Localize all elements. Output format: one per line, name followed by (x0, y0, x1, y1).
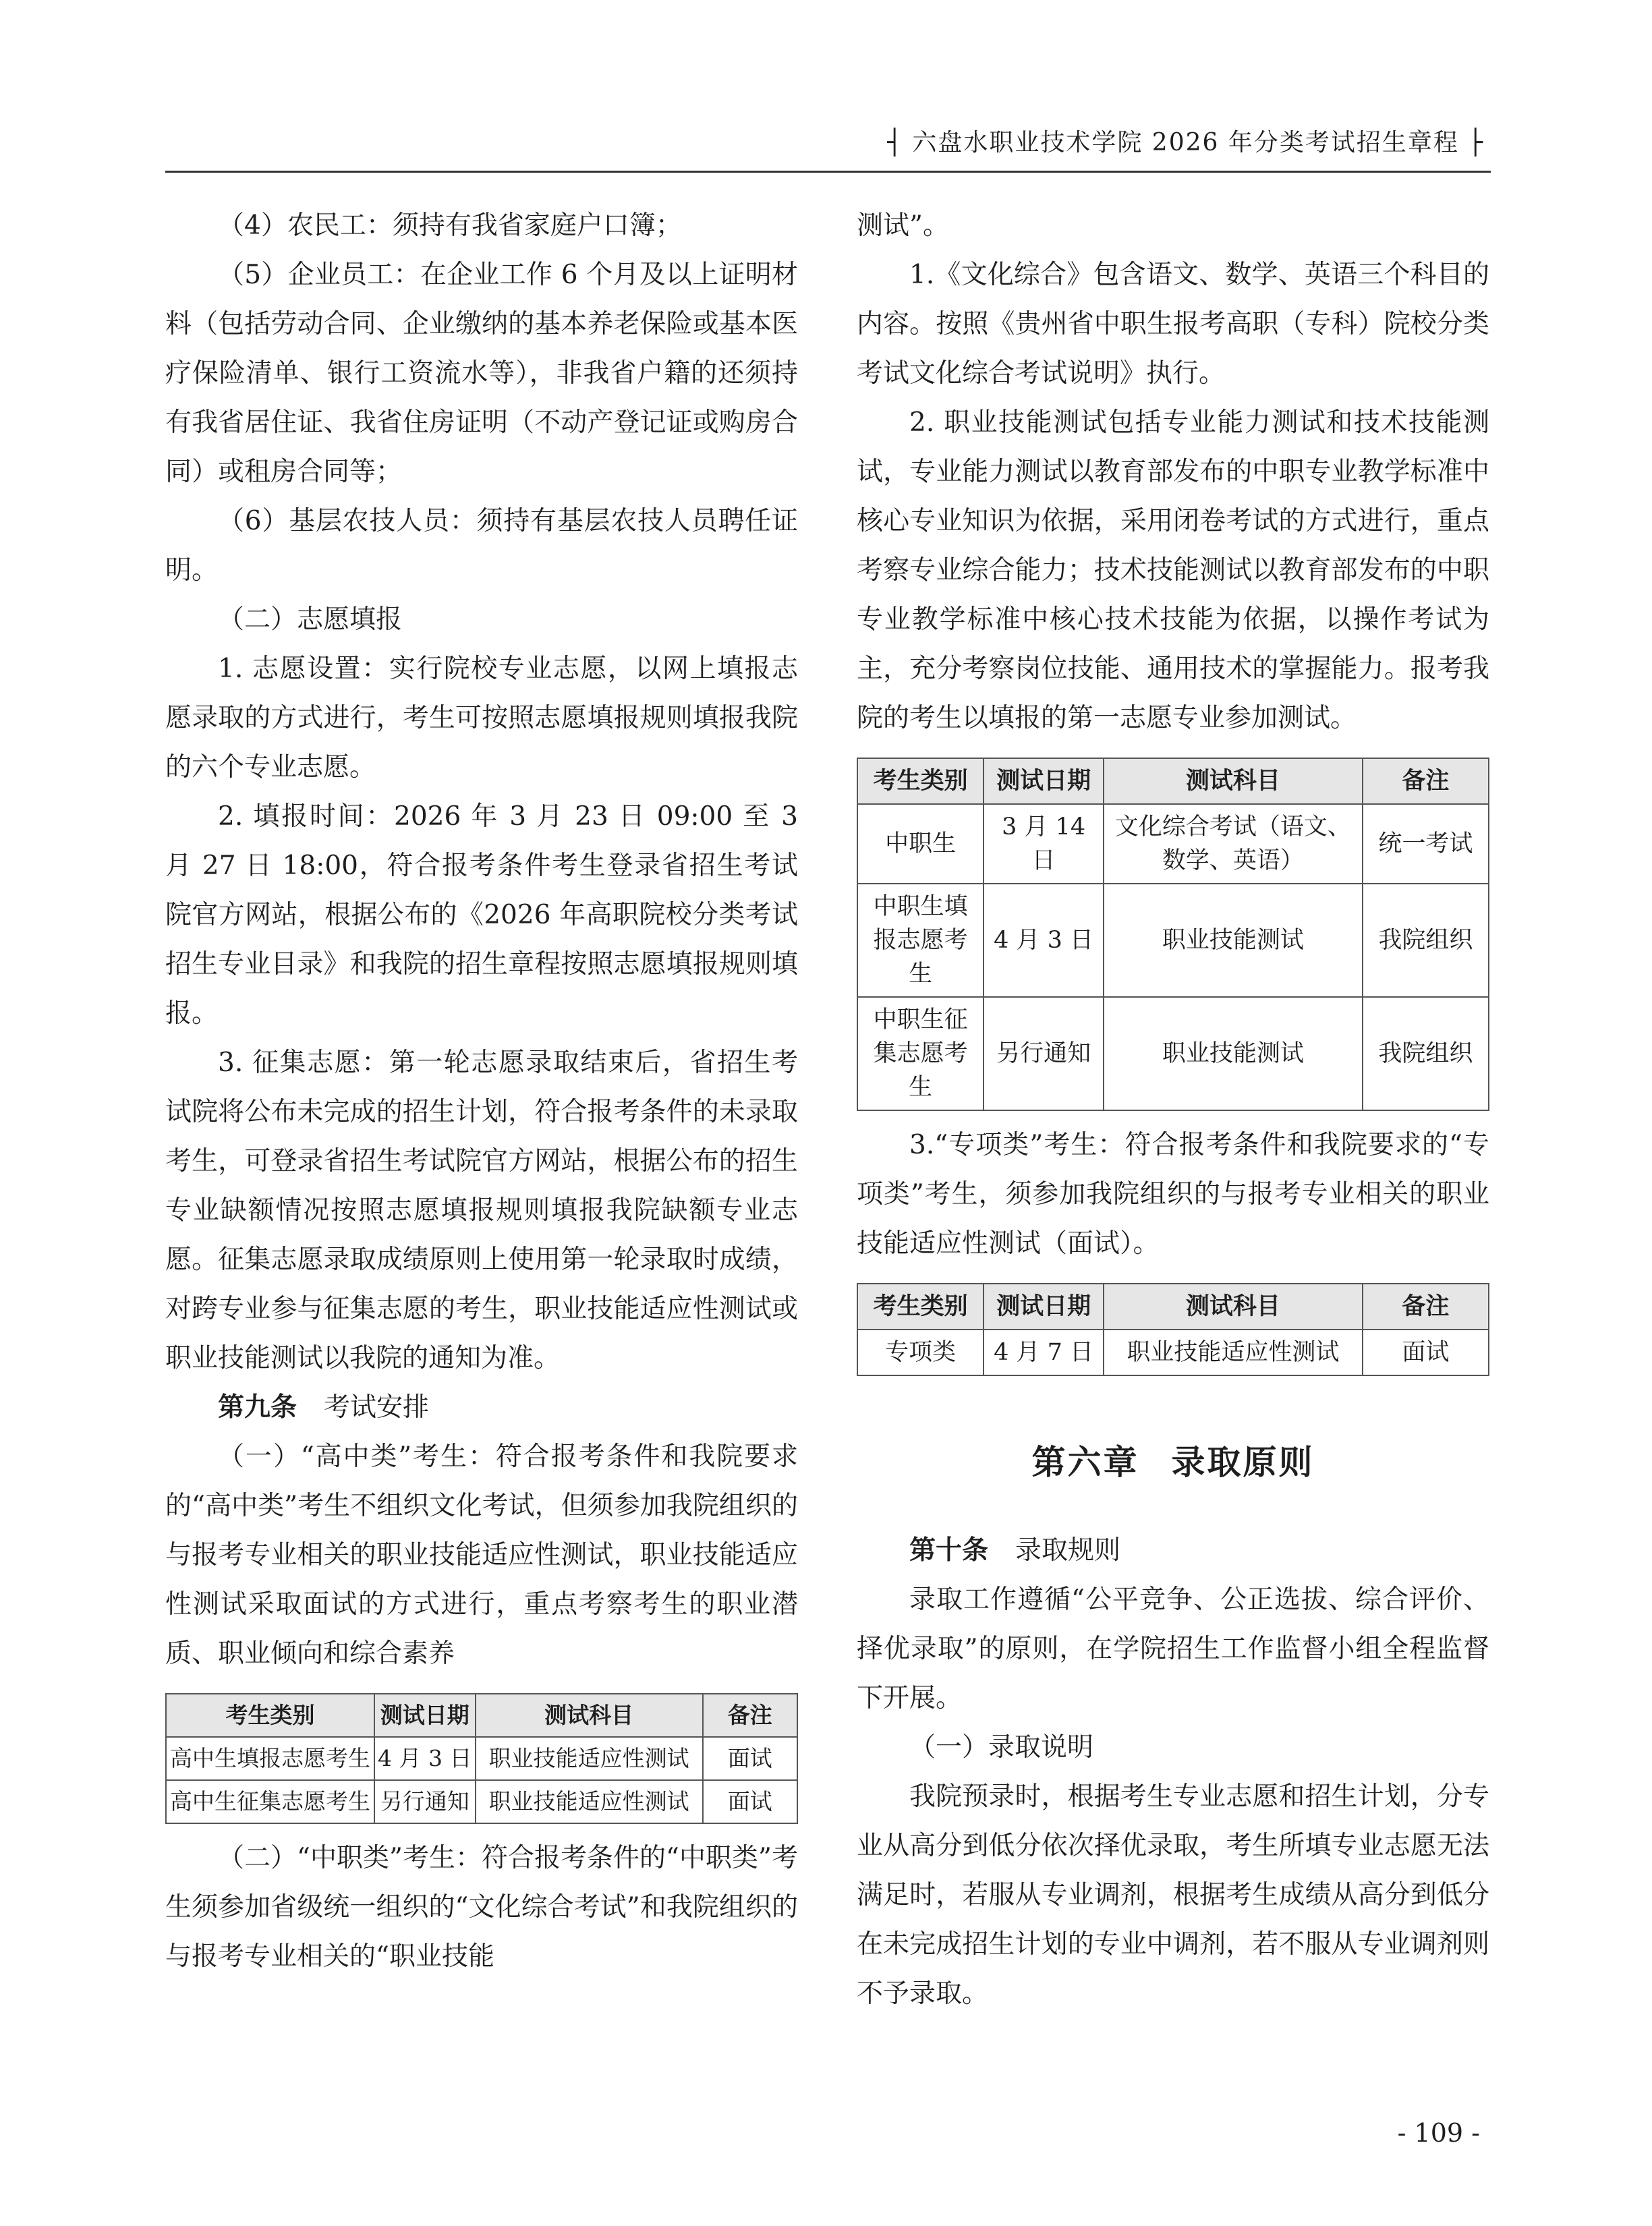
table-header-cell: 备注 (1363, 1284, 1489, 1330)
paragraph: 2. 职业技能测试包括专业能力测试和技术技能测试，专业能力测试以教育部发布的中职专业教学标准中核心专业知识为依据，采用闭卷考试的方式进行，重点考察专业综合能力；技术技能测试以教育部发布的中职专业教学标准中核心技术技能为依据，以操作考试为主，充分考察岗位技能、通用技术的掌握能力。报考我院的考生以填报的第一志愿专业参加测试。 (857, 407, 1489, 733)
section-heading: （二）志愿填报 (218, 604, 403, 635)
chapter-label: 第六章 (1031, 1443, 1139, 1482)
paragraph: （二）“中职类”考生：符合报考条件的“中职类”考生须参加省级统一组织的“文化综合考试”和我院组织的与报考专业相关的“职业技能 (165, 1843, 798, 1972)
table-cell: 职业技能适应性测试 (476, 1737, 703, 1780)
table-header-cell: 测试科目 (1104, 758, 1363, 804)
paragraph: （5）企业员工：在企业工作 6 个月及以上证明材料（包括劳动合同、企业缴纳的基本养老保险或基本医疗保险清单、银行工资流水等），非我省户籍的还须持有我省居住证、我省住房证明（不动产登记证或购房合同）或租房合同等； (165, 260, 798, 487)
table-cell: 中职生 (857, 804, 984, 884)
table-cell: 另行通知 (984, 997, 1104, 1110)
special-category-exam-table (857, 1283, 1489, 1376)
article-title: 录取规则 (1015, 1535, 1121, 1566)
table-header-cell: 备注 (703, 1694, 797, 1737)
paragraph: 1. 志愿设置：实行院校专业志愿，以网上填报志愿录取的方式进行，考生可按照志愿填报规则填报我院的六个专业志愿。 (165, 654, 798, 782)
table-cell: 职业技能测试 (1104, 997, 1363, 1110)
article-label: 第十条 (909, 1535, 989, 1566)
table-header-cell: 测试日期 (374, 1694, 476, 1737)
table-row (166, 1780, 797, 1823)
section-heading: （一）录取说明 (909, 1732, 1094, 1763)
paragraph: 3. 征集志愿：第一轮志愿录取结束后，省招生考试院将公布未完成的招生计划，符合报考条件的未录取考生，可登录省招生考试院官方网站，根据公布的招生专业缺额情况按照志愿填报规则填报我院缺额专业志愿。征集志愿录取成绩原则上使用第一轮录取时成绩，对跨专业参与征集志愿的考生，职业技能适应性测试或职业技能测试以我院的通知为准。 (165, 1048, 798, 1373)
table-cell: 职业技能适应性测试 (1104, 1330, 1363, 1375)
table-cell: 4 月 7 日 (984, 1330, 1104, 1375)
paragraph: 我院预录时，根据考生专业志愿和招生计划，分专业从高分到低分依次择优录取，考生所填专业志愿无法满足时，若服从专业调剂，根据考生成绩从高分到低分在未完成招生计划的专业中调剂，若不服从专业调剂则不予录取。 (857, 1781, 1489, 2009)
table-cell: 面试 (703, 1780, 797, 1823)
table-cell: 高中生征集志愿考生 (166, 1780, 374, 1823)
paragraph: （6）基层农技人员：须持有基层农技人员聘任证明。 (165, 506, 798, 586)
paragraph: 录取工作遵循“公平竞争、公正选拔、综合评价、择优录取”的原则，在学院招生工作监督小组全程监督下开展。 (857, 1585, 1489, 1713)
article-heading (857, 1526, 1489, 1575)
table-cell: 4 月 3 日 (984, 884, 1104, 997)
right-column (857, 201, 1489, 2018)
table-cell: 另行通知 (374, 1780, 476, 1823)
table-header-cell: 备注 (1363, 758, 1489, 804)
table-cell: 文化综合考试（语文、数学、英语） (1104, 804, 1363, 884)
table-row (166, 1737, 797, 1780)
paragraph: 3.“专项类”考生：符合报考条件和我院要求的“专项类”考生，须参加我院组织的与报考专业相关的职业技能适应性测试（面试）。 (857, 1130, 1489, 1259)
table-row (857, 997, 1489, 1110)
table-cell: 专项类 (857, 1330, 984, 1375)
table-header-cell: 测试科目 (1104, 1284, 1363, 1330)
left-column (165, 201, 798, 1981)
table-cell: 职业技能适应性测试 (476, 1780, 703, 1823)
article-heading (165, 1383, 798, 1432)
table-header-cell: 测试日期 (984, 758, 1104, 804)
article-label: 第九条 (218, 1392, 297, 1423)
table-cell: 面试 (1363, 1330, 1489, 1375)
table-row (857, 804, 1489, 884)
high-school-exam-table (165, 1693, 798, 1824)
table-header-cell: 测试日期 (984, 1284, 1104, 1330)
table-header-cell: 考生类别 (857, 758, 984, 804)
table-cell: 中职生征集志愿考生 (857, 997, 984, 1110)
table-cell: 面试 (703, 1737, 797, 1780)
table-cell: 统一考试 (1363, 804, 1489, 884)
chapter-title: 录取原则 (1171, 1443, 1315, 1482)
running-header (165, 118, 1491, 173)
table-cell: 我院组织 (1363, 884, 1489, 997)
table-header-cell: 考生类别 (166, 1694, 374, 1737)
header-title: ┤ 六盘水职业技术学院 2026 年分类考试招生章程 ├ (887, 129, 1484, 156)
table-row (857, 884, 1489, 997)
table-header-row (857, 758, 1489, 804)
paragraph: （4）农民工：须持有我省家庭户口簿； (218, 210, 682, 241)
vocational-exam-table (857, 758, 1489, 1111)
table-header-row (166, 1694, 797, 1737)
table-cell: 职业技能测试 (1104, 884, 1363, 997)
paragraph: 1.《文化综合》包含语文、数学、英语三个科目的内容。按照《贵州省中职生报考高职（专科）院校分类考试文化综合考试说明》执行。 (857, 260, 1489, 389)
table-row (857, 1330, 1489, 1375)
table-header-cell: 考生类别 (857, 1284, 984, 1330)
table-cell: 我院组织 (1363, 997, 1489, 1110)
table-cell: 高中生填报志愿考生 (166, 1737, 374, 1780)
table-header-cell: 测试科目 (476, 1694, 703, 1737)
paragraph: （一）“高中类”考生：符合报考条件和我院要求的“高中类”考生不组织文化考试，但须参加我院组织的与报考专业相关的职业技能适应性测试，职业技能适应性测试采取面试的方式进行，重点考察考生的职业潜质、职业倾向和综合素养 (165, 1442, 798, 1669)
table-cell: 4 月 3 日 (374, 1737, 476, 1780)
page-number: - 109 - (1397, 2118, 1480, 2148)
table-cell: 3 月 14 日 (984, 804, 1104, 884)
paragraph: 测试”。 (857, 210, 949, 241)
chapter-heading (857, 1435, 1489, 1484)
table-cell: 中职生填报志愿考生 (857, 884, 984, 997)
article-title: 考试安排 (324, 1392, 430, 1423)
table-header-row (857, 1284, 1489, 1330)
paragraph: 2. 填报时间：2026 年 3 月 23 日 09:00 至 3 月 27 日 18:00，符合报考条件考生登录省招生考试院官方网站，根据公布的《2026 年高职院校分类考试招生专业目录》和我院的招生章程按照志愿填报规则填报。 (165, 801, 798, 1029)
